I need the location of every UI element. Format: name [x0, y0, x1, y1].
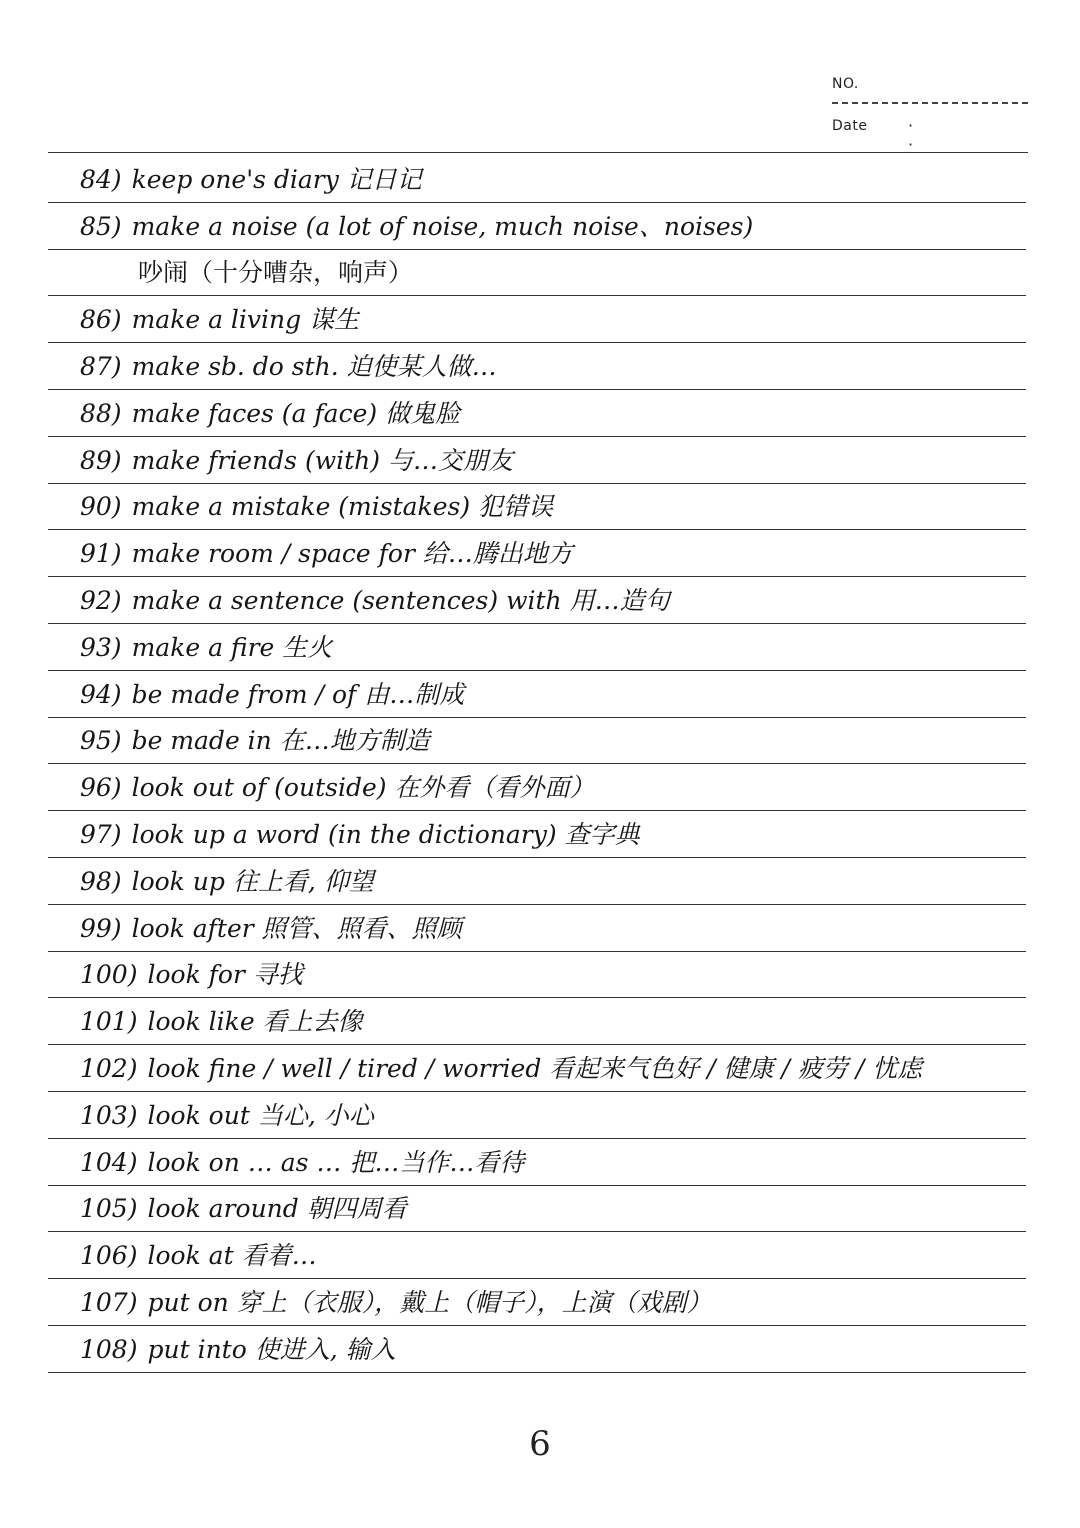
entry-text — [80, 1236, 317, 1272]
entry-row — [48, 203, 1026, 250]
entry-phrase: look on … as … 把…当作…看待 — [147, 1147, 525, 1177]
entry-number: 91) — [80, 539, 122, 569]
entry-text — [80, 955, 303, 991]
entry-row — [48, 250, 1026, 297]
entry-row — [48, 1326, 1026, 1373]
entry-number: 95) — [80, 726, 122, 756]
entry-number: 104) — [80, 1147, 138, 1177]
entry-phrase: put into 使进入, 输入 — [147, 1334, 396, 1364]
entry-text — [80, 721, 430, 757]
entry-phrase: look out of (outside) 在外看（看外面） — [131, 773, 595, 803]
entry-number: 106) — [80, 1241, 138, 1271]
entry-text — [80, 1143, 524, 1179]
entry-row — [48, 390, 1026, 437]
entry-row — [48, 811, 1026, 858]
entry-number: 96) — [80, 773, 122, 803]
entry-number: 94) — [80, 679, 122, 709]
date-label: Date — [832, 118, 868, 134]
entry-row — [48, 530, 1026, 577]
entry-number: 99) — [80, 913, 122, 943]
entry-text — [80, 1330, 396, 1366]
entry-row — [48, 484, 1026, 531]
entry-text — [80, 207, 753, 243]
entry-list — [48, 156, 1026, 1373]
entry-number: 108) — [80, 1334, 138, 1364]
entry-phrase: look after 照管、照看、照顾 — [131, 913, 462, 943]
entry-text — [80, 394, 460, 430]
entry-number: 89) — [80, 445, 122, 475]
entry-row — [48, 437, 1026, 484]
entry-text — [80, 768, 594, 804]
entry-number: 84) — [80, 164, 122, 194]
entry-row — [48, 998, 1026, 1045]
entry-phrase: look fine / well / tired / worried 看起来气色好 / 健康 / 疲劳 / 忧虑 — [147, 1053, 923, 1083]
entry-text — [80, 1283, 712, 1319]
entry-number: 101) — [80, 1007, 138, 1037]
entry-number: 87) — [80, 351, 122, 381]
entry-phrase: make a mistake (mistakes) 犯错误 — [131, 492, 554, 522]
entry-phrase: keep one's diary 记日记 — [131, 164, 422, 194]
entry-text — [80, 1049, 922, 1085]
entry-phrase: make sb. do sth. 迫使某人做… — [131, 351, 497, 381]
entry-phrase: 吵闹（十分嘈杂，响声） — [138, 258, 414, 288]
entry-text — [80, 347, 497, 383]
entry-text — [138, 253, 413, 289]
entry-number: 102) — [80, 1053, 138, 1083]
entry-text — [80, 1002, 363, 1038]
entry-number: 105) — [80, 1194, 138, 1224]
entry-number: 86) — [80, 305, 122, 335]
top-rule — [48, 152, 1028, 153]
entry-phrase: put on 穿上（衣服），戴上（帽子），上演（戏剧） — [147, 1287, 712, 1317]
entry-text — [80, 1189, 407, 1225]
entry-phrase: make faces (a face) 做鬼脸 — [131, 398, 461, 428]
entry-phrase: look around 朝四周看 — [147, 1194, 407, 1224]
entry-row — [48, 1186, 1026, 1233]
entry-text — [80, 487, 553, 523]
header-dashed-divider — [832, 102, 1028, 104]
entry-phrase: look out 当心, 小心 — [147, 1100, 374, 1130]
entry-number: 98) — [80, 866, 122, 896]
entry-row — [48, 1139, 1026, 1186]
entry-number: 85) — [80, 211, 122, 241]
entry-row — [48, 1092, 1026, 1139]
entry-row — [48, 952, 1026, 999]
entry-phrase: look up 往上看, 仰望 — [131, 866, 374, 896]
entry-row — [48, 718, 1026, 765]
entry-text — [80, 581, 670, 617]
entry-phrase: make a sentence (sentences) with 用…造句 — [131, 585, 670, 615]
entry-row — [48, 1279, 1026, 1326]
entry-text — [80, 862, 374, 898]
entry-phrase: make a living 谋生 — [131, 305, 360, 335]
entry-text — [80, 628, 332, 664]
entry-number: 93) — [80, 632, 122, 662]
entry-number: 92) — [80, 585, 122, 615]
entry-number: 90) — [80, 492, 122, 522]
entry-phrase: make a noise (a lot of noise, much noise、noises) — [131, 211, 754, 241]
entry-row — [48, 156, 1026, 203]
entry-phrase: make room / space for 给…腾出地方 — [131, 539, 573, 569]
entry-phrase: look up a word (in the dictionary) 查字典 — [131, 819, 640, 849]
entry-row — [48, 858, 1026, 905]
entry-phrase: be made in 在…地方制造 — [131, 726, 430, 756]
entry-text — [80, 160, 422, 196]
entry-row — [48, 1045, 1026, 1092]
no-label: NO. — [832, 76, 859, 92]
entry-text — [80, 534, 573, 570]
entry-phrase: look for 寻找 — [147, 960, 303, 990]
entry-number: 100) — [80, 960, 138, 990]
entry-phrase: make friends (with) 与…交朋友 — [131, 445, 513, 475]
entry-row — [48, 343, 1026, 390]
entry-text — [80, 1096, 374, 1132]
entry-row — [48, 296, 1026, 343]
entry-phrase: look like 看上去像 — [147, 1007, 363, 1037]
entry-text — [80, 675, 464, 711]
entry-number: 107) — [80, 1287, 138, 1317]
entry-row — [48, 764, 1026, 811]
entry-text — [80, 909, 462, 945]
entry-text — [80, 441, 513, 477]
entry-number: 88) — [80, 398, 122, 428]
entry-row — [48, 577, 1026, 624]
entry-number: 103) — [80, 1100, 138, 1130]
entry-text — [80, 815, 640, 851]
date-dots: · · — [908, 116, 954, 154]
entry-row — [48, 1232, 1026, 1279]
entry-text — [80, 300, 359, 336]
entry-row — [48, 624, 1026, 671]
entry-phrase: be made from / of 由…制成 — [131, 679, 465, 709]
page-number: 6 — [529, 1424, 551, 1464]
entry-phrase: make a fire 生火 — [131, 632, 333, 662]
entry-row — [48, 905, 1026, 952]
entry-phrase: look at 看着… — [147, 1241, 317, 1271]
entry-row — [48, 671, 1026, 718]
entry-number: 97) — [80, 819, 122, 849]
